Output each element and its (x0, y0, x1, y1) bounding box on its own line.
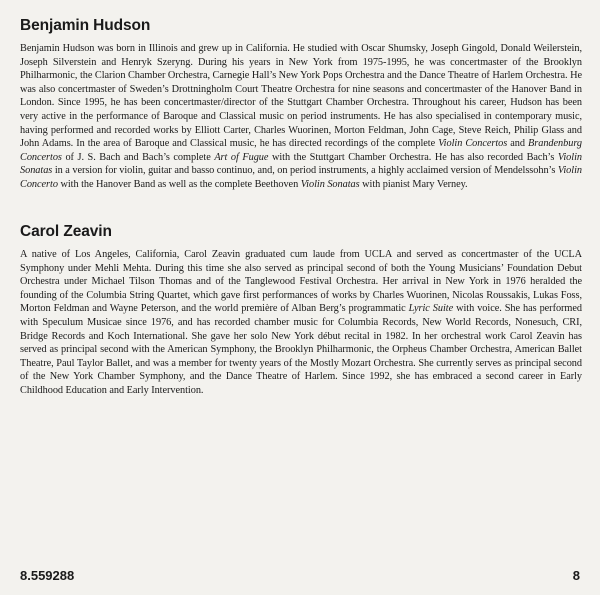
bio-section-carol-zeavin (20, 222, 582, 398)
work-title: Lyric Suite (408, 303, 454, 315)
text-run: with the Stuttgart Chamber Orchestra. He has also recorded Bach’s (268, 151, 558, 163)
work-title: Violin Sonatas (300, 178, 360, 190)
biography-text (20, 42, 582, 192)
section-heading: Carol Zeavin (20, 223, 112, 240)
work-title: Violin Concertos (438, 138, 508, 150)
work-title: Violin Concerto (20, 165, 582, 190)
page-number: 8 (572, 568, 580, 583)
text-run: with the Hanover Band as well as the complete Beethoven (57, 178, 301, 190)
biography-text (20, 248, 582, 398)
text-run: with pianist Mary Verney. (359, 178, 468, 190)
text-run: with voice. She has performed with Speculum Musicae since 1976, and has recorded chamber music for Columbia Records, New World Records, Nonesuch, CRI, Bridge Records and Koch International. She gave her solo New York début recital in 1982. In her orchestral work Carol Zeavin has served as principal second with the American Symphony, the Brooklyn Philharmonic, the Orpheus Chamber Orchestra, American Ballet Theatre, Paul Taylor Ballet, and was a member for twenty years of the Mostly Mozart Orchestra. She currently serves as principal second of the New York Chamber Symphony, and the Dance Theatre of Harlem. Since 1992, she has embraced a second career in Early Childhood Education and Early Intervention. (20, 303, 582, 396)
text-run: A native of Los Angeles, California, Carol Zeavin graduated cum laude from UCLA and served as concertmaster of the UCLA Symphony under Mehli Mehta. During this time she also served as principal second of both the Young Musicians’ Foundation Debut Orchestra under Michael Tilson Thomas and of the Tanglewood Festival Orchestra. Her arrival in New York in 1976 heralded the founding of the Columbia String Quartet, which gave first performances of works by Charles Wuorinen, Nicolas Roussakis, Lukas Foss, Morton Feldman and Wayne Peterson, and the world première of Alban Berg’s programmatic (20, 249, 582, 315)
text-run: and (507, 138, 529, 150)
work-title: Brandenburg Concertos (20, 138, 583, 163)
catalog-number: 8.559288 (20, 568, 75, 583)
text-run: of J. S. Bach and Bach’s complete (61, 151, 215, 163)
bio-section-benjamin-hudson (20, 16, 582, 192)
text-run: Benjamin Hudson was born in Illinois and grew up in California. He studied with Oscar Shumsky, Joseph Gingold, Donald Weilerstein, Joseph Silverstein and Henryk Szeryng. During his years in New York from 1975-1995, he was concertmaster of the Brooklyn Philharmonic, the Clarion Chamber Orchestra, Carnegie Hall’s New York Pops Orchestra and the Dance Theatre of Harlem Orchestra. He was also concertmaster of Sweden’s Drottningholm Court Theatre Orchestra for nine seasons and concertmaster of the Hanover Band in London. Since 1995, he has been concertmaster/director of the Stuttgart Chamber Orchestra. Throughout his career, Hudson has been very active in the performance of Baroque and Classical music on period instruments. He has also specialised in contemporary music, having performed and recorded works by Elliott Carter, Charles Wuorinen, Morton Feldman, John Cage, Steve Reich, Philip Glass and John Adams. In the area of Baroque and Classical music, he has directed recordings of the complete (20, 43, 582, 150)
work-title: Violin Sonatas (20, 151, 582, 177)
section-heading: Benjamin Hudson (20, 17, 151, 34)
text-run: in a version for violin, guitar and basso continuo, and, on period instruments, a highly acclaimed version of Mendelssohn’s (52, 165, 558, 177)
work-title: Art of Fugue (214, 151, 269, 163)
